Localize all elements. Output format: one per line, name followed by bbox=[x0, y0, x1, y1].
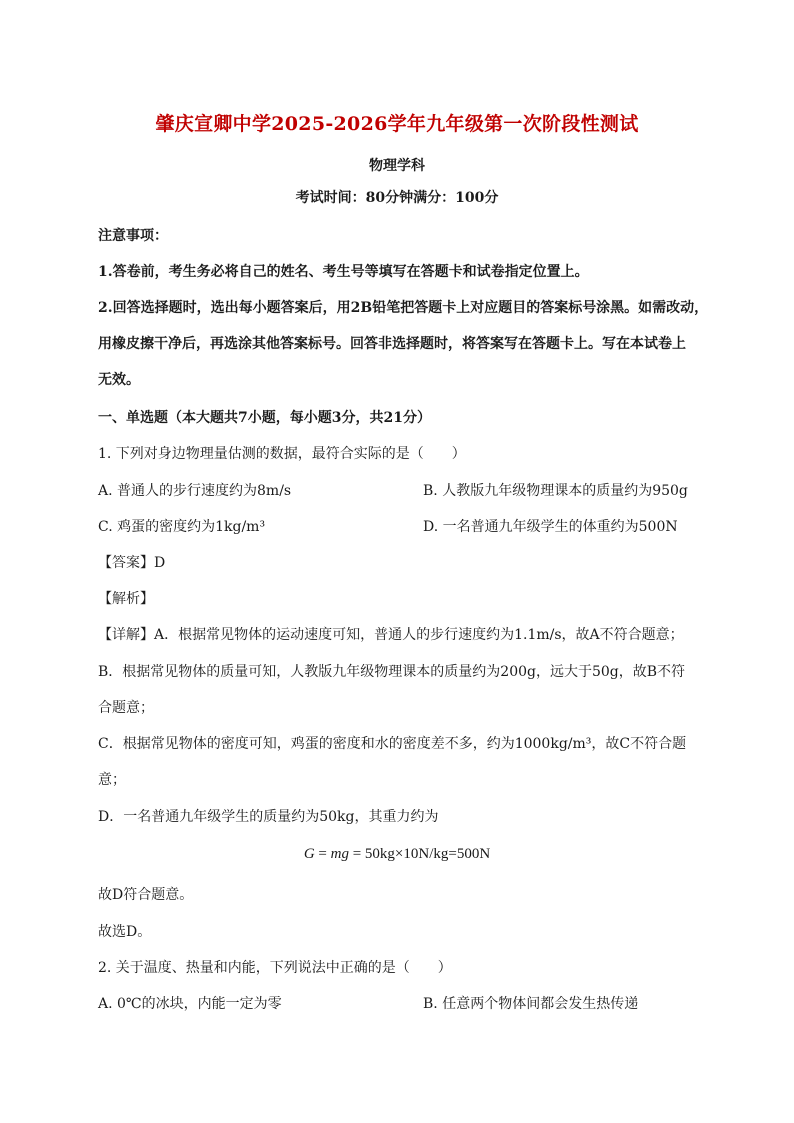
q1-detail-b-line-2: 合题意； bbox=[98, 700, 154, 716]
q2-stem: 2. 关于温度、热量和内能，下列说法中正确的是（ ） bbox=[98, 960, 452, 976]
q1-detail-a: 【详解】A．根据常见物体的运动速度可知，普通人的步行速度约为1.1m/s，故A不符合题意； bbox=[98, 627, 684, 643]
exam-info: 考试时间：80分钟满分：100分 bbox=[295, 190, 499, 206]
q1-option-a: A. 普通人的步行速度约为8m/s bbox=[98, 483, 292, 499]
note-item-2-line-3: 无效。 bbox=[98, 372, 140, 388]
q2-option-a: A. 0℃的冰块，内能一定为零 bbox=[98, 996, 282, 1012]
gravity-formula bbox=[0, 845, 794, 863]
q2-option-b: B. 任意两个物体间都会发生热传递 bbox=[423, 996, 639, 1012]
q1-detail-b-line-1: B．根据常见物体的质量可知，人教版九年级物理课本的质量约为200g，远大于50g，故B不符 bbox=[98, 664, 686, 680]
formula-g: G bbox=[303, 846, 315, 862]
formula-mg: mg bbox=[330, 846, 349, 862]
q1-answer: 【答案】D bbox=[98, 555, 166, 571]
q1-conclusion: 故D符合题意。 bbox=[98, 887, 194, 903]
notes-heading: 注意事项： bbox=[98, 228, 168, 244]
q1-detail-c-line-1: C．根据常见物体的密度可知，鸡蛋的密度和水的密度差不多，约为1000kg/m³，故C不符合题 bbox=[98, 736, 687, 752]
q1-option-d: D. 一名普通九年级学生的体重约为500N bbox=[423, 519, 678, 535]
q1-option-c: C. 鸡蛋的密度约为1kg/m³ bbox=[98, 519, 266, 535]
q1-choice: 故选D。 bbox=[98, 924, 152, 940]
formula-equals: = bbox=[314, 846, 331, 862]
formula-rhs: = 50kg×10N/kg=500N bbox=[348, 846, 491, 862]
note-item-1: 1.答卷前，考生务必将自己的姓名、考生号等填写在答题卡和试卷指定位置上。 bbox=[98, 264, 589, 280]
subject-label: 物理学科 bbox=[369, 158, 425, 174]
q1-detail-d: D．一名普通九年级学生的质量约为50kg，其重力约为 bbox=[98, 809, 439, 825]
q1-detail-c-line-2: 意； bbox=[98, 772, 126, 788]
note-item-2-line-1: 2.回答选择题时，选出每小题答案后，用2B铅笔把答题卡上对应题目的答案标号涂黑。如需改动， bbox=[98, 300, 709, 316]
q1-stem: 1. 下列对身边物理量估测的数据，最符合实际的是（ ） bbox=[98, 446, 466, 462]
exam-title: 肇庆宣卿中学2025-2026学年九年级第一次阶段性测试 bbox=[155, 113, 639, 135]
section-1-heading: 一、单选题（本大题共7小题，每小题3分，共21分） bbox=[98, 410, 431, 426]
q1-option-b: B. 人教版九年级物理课本的质量约为950g bbox=[423, 483, 688, 499]
q1-analysis-heading: 【解析】 bbox=[98, 591, 154, 607]
note-item-2-line-2: 用橡皮擦干净后，再选涂其他答案标号。回答非选择题时，将答案写在答题卡上。写在本试卷上 bbox=[98, 336, 686, 352]
